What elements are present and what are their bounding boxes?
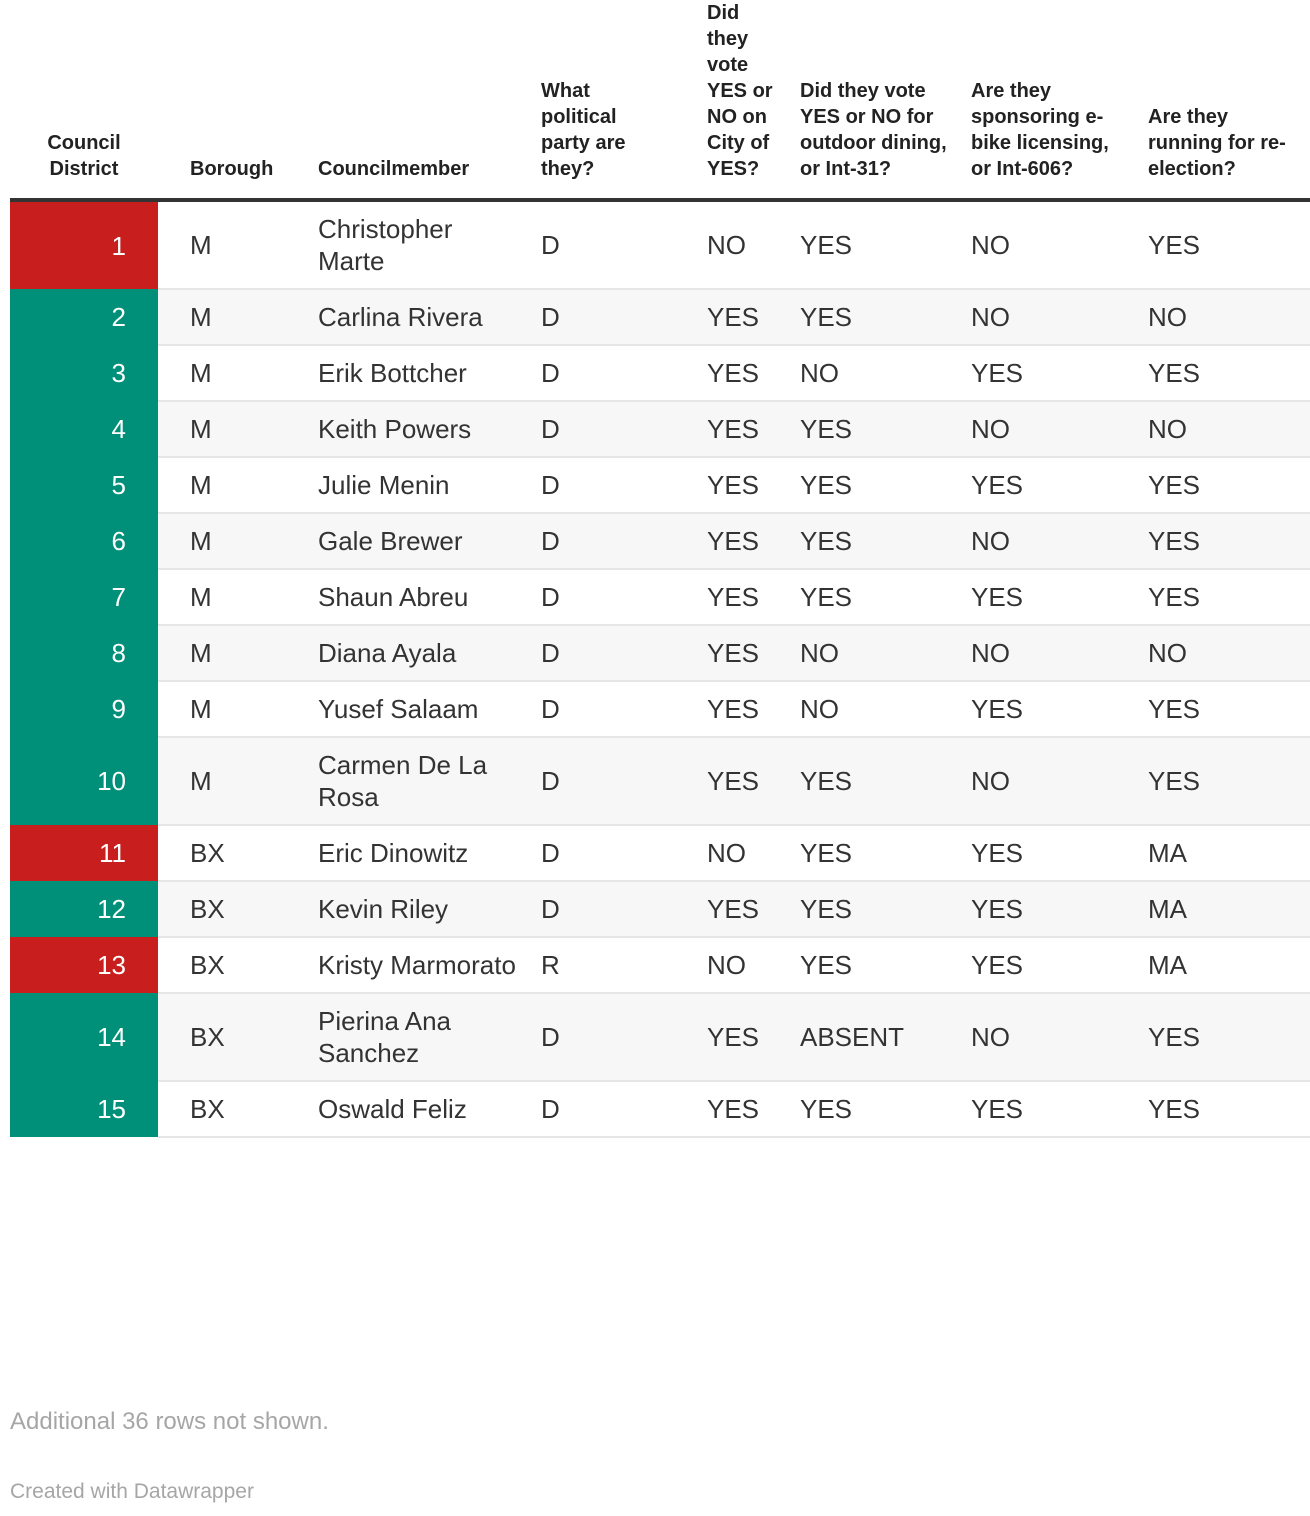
cell-borough: M xyxy=(158,569,308,625)
column-header-ebike-licensing[interactable]: Are they sponsoring e-bike licensing, or Int-606? xyxy=(959,0,1136,200)
cell-party: D xyxy=(531,625,675,681)
cell-reelection: YES xyxy=(1136,457,1310,513)
cell-councilmember: Pierina Ana Sanchez xyxy=(308,993,531,1081)
cell-borough: BX xyxy=(158,937,308,993)
cell-outdoor-dining-vote: YES xyxy=(790,937,959,993)
cell-party: R xyxy=(531,937,675,993)
cell-borough: M xyxy=(158,513,308,569)
cell-council-district: 14 xyxy=(10,993,158,1081)
cell-city-of-yes-vote: YES xyxy=(675,993,790,1081)
cell-reelection: YES xyxy=(1136,513,1310,569)
cell-city-of-yes-vote: NO xyxy=(675,825,790,881)
cell-city-of-yes-vote: YES xyxy=(675,513,790,569)
table-row xyxy=(10,401,1310,457)
cell-reelection: MA xyxy=(1136,825,1310,881)
cell-party: D xyxy=(531,513,675,569)
cell-outdoor-dining-vote: NO xyxy=(790,681,959,737)
table-notes: Additional 36 rows not shown. xyxy=(10,1408,329,1435)
cell-ebike-sponsor: NO xyxy=(959,401,1136,457)
cell-council-district: 15 xyxy=(10,1081,158,1137)
cell-reelection: MA xyxy=(1136,881,1310,937)
column-header-reelection[interactable]: Are they running for re-election? xyxy=(1136,0,1310,200)
cell-city-of-yes-vote: YES xyxy=(675,737,790,825)
cell-city-of-yes-vote: YES xyxy=(675,401,790,457)
table-row xyxy=(10,345,1310,401)
cell-outdoor-dining-vote: YES xyxy=(790,1081,959,1137)
cell-party: D xyxy=(531,1081,675,1137)
cell-party: D xyxy=(531,200,675,289)
cell-ebike-sponsor: YES xyxy=(959,569,1136,625)
cell-borough: M xyxy=(158,289,308,345)
cell-party: D xyxy=(531,345,675,401)
table-row xyxy=(10,289,1310,345)
cell-council-district: 2 xyxy=(10,289,158,345)
table-row xyxy=(10,825,1310,881)
cell-ebike-sponsor: NO xyxy=(959,289,1136,345)
cell-councilmember: Keith Powers xyxy=(308,401,531,457)
cell-outdoor-dining-vote: YES xyxy=(790,401,959,457)
cell-ebike-sponsor: NO xyxy=(959,200,1136,289)
column-header-city-of-yes[interactable]: Did they vote YES or NO on City of YES? xyxy=(675,0,790,200)
cell-city-of-yes-vote: YES xyxy=(675,569,790,625)
cell-council-district: 9 xyxy=(10,681,158,737)
cell-city-of-yes-vote: YES xyxy=(675,881,790,937)
table-row xyxy=(10,457,1310,513)
cell-outdoor-dining-vote: YES xyxy=(790,289,959,345)
cell-ebike-sponsor: YES xyxy=(959,681,1136,737)
cell-ebike-sponsor: NO xyxy=(959,625,1136,681)
table-row xyxy=(10,569,1310,625)
cell-councilmember: Shaun Abreu xyxy=(308,569,531,625)
column-header-councilmember[interactable]: Councilmember xyxy=(308,0,531,200)
cell-borough: M xyxy=(158,681,308,737)
cell-borough: M xyxy=(158,401,308,457)
cell-council-district: 12 xyxy=(10,881,158,937)
cell-outdoor-dining-vote: YES xyxy=(790,513,959,569)
cell-councilmember: Diana Ayala xyxy=(308,625,531,681)
cell-city-of-yes-vote: NO xyxy=(675,937,790,993)
column-header-party[interactable]: What political party are they? xyxy=(531,0,675,200)
cell-city-of-yes-vote: YES xyxy=(675,289,790,345)
cell-city-of-yes-vote: NO xyxy=(675,200,790,289)
cell-outdoor-dining-vote: YES xyxy=(790,200,959,289)
cell-borough: M xyxy=(158,457,308,513)
cell-council-district: 5 xyxy=(10,457,158,513)
table-row xyxy=(10,881,1310,937)
cell-councilmember: Eric Dinowitz xyxy=(308,825,531,881)
cell-reelection: YES xyxy=(1136,1081,1310,1137)
cell-ebike-sponsor: YES xyxy=(959,881,1136,937)
cell-party: D xyxy=(531,457,675,513)
cell-councilmember: Oswald Feliz xyxy=(308,1081,531,1137)
cell-councilmember: Kristy Marmorato xyxy=(308,937,531,993)
cell-councilmember: Yusef Salaam xyxy=(308,681,531,737)
cell-reelection: MA xyxy=(1136,937,1310,993)
cell-council-district: 3 xyxy=(10,345,158,401)
table-row xyxy=(10,200,1310,289)
cell-party: D xyxy=(531,737,675,825)
cell-borough: M xyxy=(158,737,308,825)
cell-outdoor-dining-vote: YES xyxy=(790,825,959,881)
cell-outdoor-dining-vote: NO xyxy=(790,625,959,681)
cell-reelection: YES xyxy=(1136,993,1310,1081)
table-row xyxy=(10,681,1310,737)
cell-outdoor-dining-vote: YES xyxy=(790,737,959,825)
cell-reelection: NO xyxy=(1136,289,1310,345)
cell-ebike-sponsor: YES xyxy=(959,345,1136,401)
cell-city-of-yes-vote: YES xyxy=(675,625,790,681)
cell-reelection: YES xyxy=(1136,200,1310,289)
cell-party: D xyxy=(531,681,675,737)
cell-reelection: NO xyxy=(1136,625,1310,681)
cell-outdoor-dining-vote: ABSENT xyxy=(790,993,959,1081)
cell-council-district: 1 xyxy=(10,200,158,289)
table-header-row xyxy=(10,0,1310,200)
column-header-outdoor-dining[interactable]: Did they vote YES or NO for outdoor dining, or Int-31? xyxy=(790,0,959,200)
cell-reelection: YES xyxy=(1136,345,1310,401)
column-header-borough[interactable]: Borough xyxy=(158,0,308,200)
cell-party: D xyxy=(531,825,675,881)
cell-borough: BX xyxy=(158,1081,308,1137)
credit-link[interactable]: Created with Datawrapper xyxy=(10,1480,254,1503)
cell-outdoor-dining-vote: YES xyxy=(790,457,959,513)
cell-councilmember: Erik Bottcher xyxy=(308,345,531,401)
cell-party: D xyxy=(531,401,675,457)
cell-councilmember: Carlina Rivera xyxy=(308,289,531,345)
cell-city-of-yes-vote: YES xyxy=(675,681,790,737)
cell-party: D xyxy=(531,569,675,625)
cell-borough: M xyxy=(158,625,308,681)
cell-ebike-sponsor: YES xyxy=(959,457,1136,513)
cell-outdoor-dining-vote: YES xyxy=(790,881,959,937)
cell-city-of-yes-vote: YES xyxy=(675,457,790,513)
data-table-container xyxy=(10,0,1286,1138)
cell-borough: BX xyxy=(158,881,308,937)
cell-councilmember: Julie Menin xyxy=(308,457,531,513)
cell-council-district: 8 xyxy=(10,625,158,681)
table-row xyxy=(10,1081,1310,1137)
cell-borough: BX xyxy=(158,825,308,881)
table-row xyxy=(10,625,1310,681)
table-row xyxy=(10,737,1310,825)
cell-party: D xyxy=(531,289,675,345)
cell-ebike-sponsor: NO xyxy=(959,993,1136,1081)
cell-ebike-sponsor: YES xyxy=(959,937,1136,993)
cell-city-of-yes-vote: YES xyxy=(675,345,790,401)
cell-city-of-yes-vote: YES xyxy=(675,1081,790,1137)
cell-council-district: 11 xyxy=(10,825,158,881)
cell-councilmember: Gale Brewer xyxy=(308,513,531,569)
cell-councilmember: Carmen De La Rosa xyxy=(308,737,531,825)
table-row xyxy=(10,937,1310,993)
cell-borough: M xyxy=(158,200,308,289)
cell-reelection: YES xyxy=(1136,569,1310,625)
cell-reelection: YES xyxy=(1136,737,1310,825)
table-row xyxy=(10,993,1310,1081)
cell-borough: BX xyxy=(158,993,308,1081)
cell-councilmember: Kevin Riley xyxy=(308,881,531,937)
cell-party: D xyxy=(531,881,675,937)
cell-ebike-sponsor: NO xyxy=(959,737,1136,825)
cell-council-district: 6 xyxy=(10,513,158,569)
cell-borough: M xyxy=(158,345,308,401)
council-votes-table xyxy=(10,0,1310,1138)
cell-council-district: 4 xyxy=(10,401,158,457)
cell-reelection: NO xyxy=(1136,401,1310,457)
cell-council-district: 7 xyxy=(10,569,158,625)
cell-councilmember: Christopher Marte xyxy=(308,200,531,289)
cell-party: D xyxy=(531,993,675,1081)
cell-outdoor-dining-vote: YES xyxy=(790,569,959,625)
table-row xyxy=(10,513,1310,569)
cell-council-district: 10 xyxy=(10,737,158,825)
cell-ebike-sponsor: YES xyxy=(959,1081,1136,1137)
cell-ebike-sponsor: NO xyxy=(959,513,1136,569)
cell-council-district: 13 xyxy=(10,937,158,993)
cell-reelection: YES xyxy=(1136,681,1310,737)
cell-outdoor-dining-vote: NO xyxy=(790,345,959,401)
cell-ebike-sponsor: YES xyxy=(959,825,1136,881)
column-header-council-district[interactable]: Council District xyxy=(10,0,158,200)
table-body xyxy=(10,200,1310,1137)
